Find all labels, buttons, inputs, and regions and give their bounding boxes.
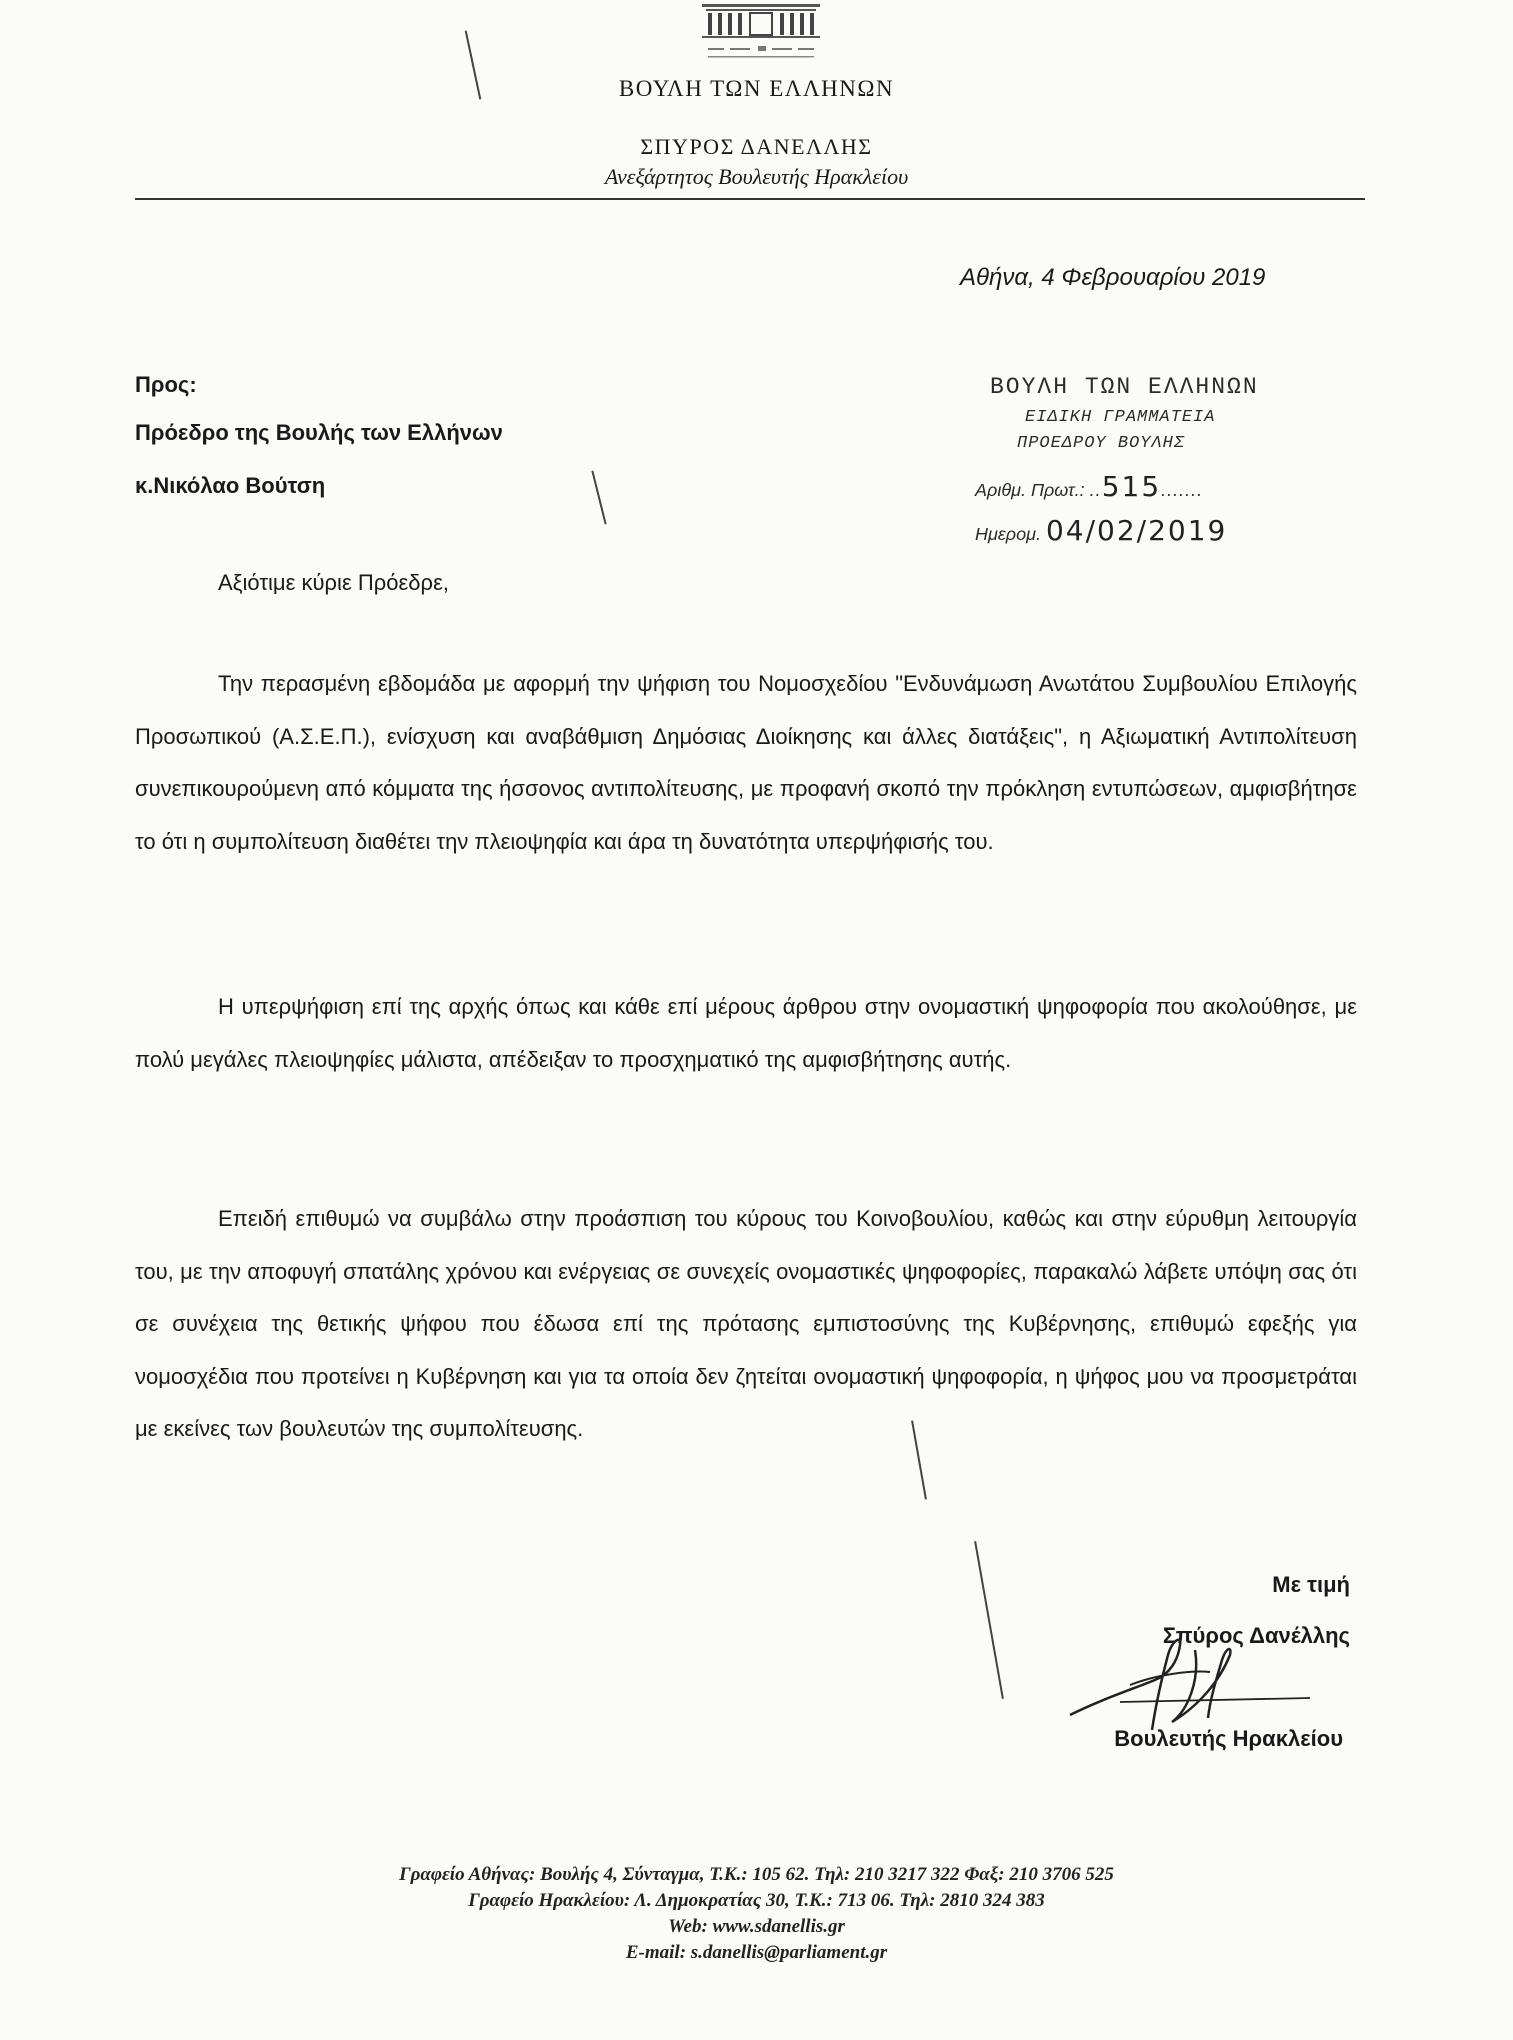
footer-heraklion-office: Γραφείο Ηρακλείου: Λ. Δημοκρατίας 30, Τ.Κ.: 713 06. Τηλ: 2810 324 383 [468, 1890, 1045, 1911]
protocol-stamp [975, 374, 1375, 547]
parliament-emblem-icon [698, 0, 824, 66]
signer-role: Βουλευτής Ηρακλείου [1114, 1726, 1343, 1751]
body-paragraph-2: Η υπερψήφιση επί της αρχής όπως και κάθε επί μέρους άρθρου στην ονομαστική ψηφοφορία που ακολούθησε, με πολύ μεγάλες πλειοψηφίες μάλιστα, απέδειξαν το προσχηματικό της αμφισβήτησης αυτής. [135, 994, 1357, 1072]
letterhead-role: Ανεξάρτητος Βουλευτής Ηρακλείου [604, 164, 909, 189]
footer-athens-office: Γραφείο Αθήνας: Βουλής 4, Σύνταγμα, Τ.Κ.: 105 62. Τηλ: 210 3217 322 Φαξ: 210 3706 525 [399, 1864, 1114, 1885]
signer-name: Σπύρος Δανέλλης [1162, 1623, 1350, 1648]
stamp-date-label: Ημερομ. [975, 524, 1041, 544]
stamp-subtitle-1: ΕΙΔΙΚΗ ΓΡΑΜΜΑΤΕΙΑ [1025, 408, 1216, 427]
letterhead-divider [135, 198, 1365, 200]
scan-mark [974, 1541, 1004, 1699]
letterhead-name: ΣΠΥΡΟΣ ΔΑΝΕΛΛΗΣ [640, 134, 873, 159]
stamp-protocol-row: Αριθμ. Πρωτ.: ..515....... [975, 470, 1204, 503]
stamp-title: ΒΟΥΛΗ ΤΩΝ ΕΛΛΗΝΩΝ [990, 374, 1259, 400]
body-paragraph-1: Την περασμένη εβδομάδα με αφορμή την ψήφιση του Νομοσχεδίου "Ενδυνάμωση Ανωτάτου Συμβουλίου Επιλογής Προσωπικού (Α.Σ.Ε.Π.), ενίσχυση και αναβάθμιση Δημόσιας Διοίκησης και άλλες διατάξεις", η Αξιωματική Αντιπολίτευση συνεπικουρούμενη από κόμματα της ήσσονος αντιπολίτευσης, με προφανή σκοπό την πρόκληση εντυπώσεων, αμφισβήτησε το ότι η συμπολίτευση διαθέτει την πλειοψηφία και άρα τη δυνατότητα υπερψήφισής του. [135, 671, 1357, 854]
scan-mark [591, 471, 606, 525]
stamp-protocol-label: Αριθμ. Πρωτ.: [975, 480, 1085, 500]
footer-email: E-mail: s.danellis@parliament.gr [625, 1942, 888, 1963]
letterhead-parliament: ΒΟΥΛΗ ΤΩΝ ΕΛΛΗΝΩΝ [618, 76, 895, 101]
recipient-line-2: κ.Νικόλαο Βούτση [135, 473, 326, 498]
recipient-line-1: Πρόεδρο της Βουλής των Ελλήνων [135, 420, 503, 445]
handwritten-signature [1060, 1630, 1320, 1740]
letter-date: Αθήνα, 4 Φεβρουαρίου 2019 [960, 264, 1266, 291]
salutation: Αξιότιμε κύριε Πρόεδρε, [218, 570, 449, 595]
stamp-subtitle-2: ΠΡΟΕΔΡΟΥ ΒΟΥΛΗΣ [1017, 434, 1186, 453]
stamp-date-value: 04/02/2019 [1045, 514, 1228, 547]
stamp-date-row [975, 514, 1227, 547]
stamp-protocol-number: 515 [1101, 470, 1162, 503]
footer-web: Web: www.sdanellis.gr [668, 1916, 845, 1937]
body-paragraph-3: Επειδή επιθυμώ να συμβάλω στην προάσπιση του κύρους του Κοινοβουλίου, καθώς και στην εύρυθμη λειτουργία του, με την αποφυγή σπατάλης χρόνου και ενέργειας σε συνεχείς ονομαστικές ψηφοφορίες, παρακαλώ λάβετε υπόψη σας ότι σε συνέχεια της θετικής ψήφου που έδωσα επί της πρότασης εμπιστοσύνης της Κυβέρνησης, επιθυμώ εφεξής για νομοσχέδια που προτείνει η Κυβέρνηση και για τα οποία δεν ζητείται ονομαστική ψηφοφορία, η ψήφος μου να προσμετράται με εκείνες των βουλευτών της συμπολίτευσης. [135, 1206, 1357, 1441]
recipient-label: Προς: [135, 372, 197, 397]
closing-greeting: Με τιμή [1272, 1572, 1350, 1597]
